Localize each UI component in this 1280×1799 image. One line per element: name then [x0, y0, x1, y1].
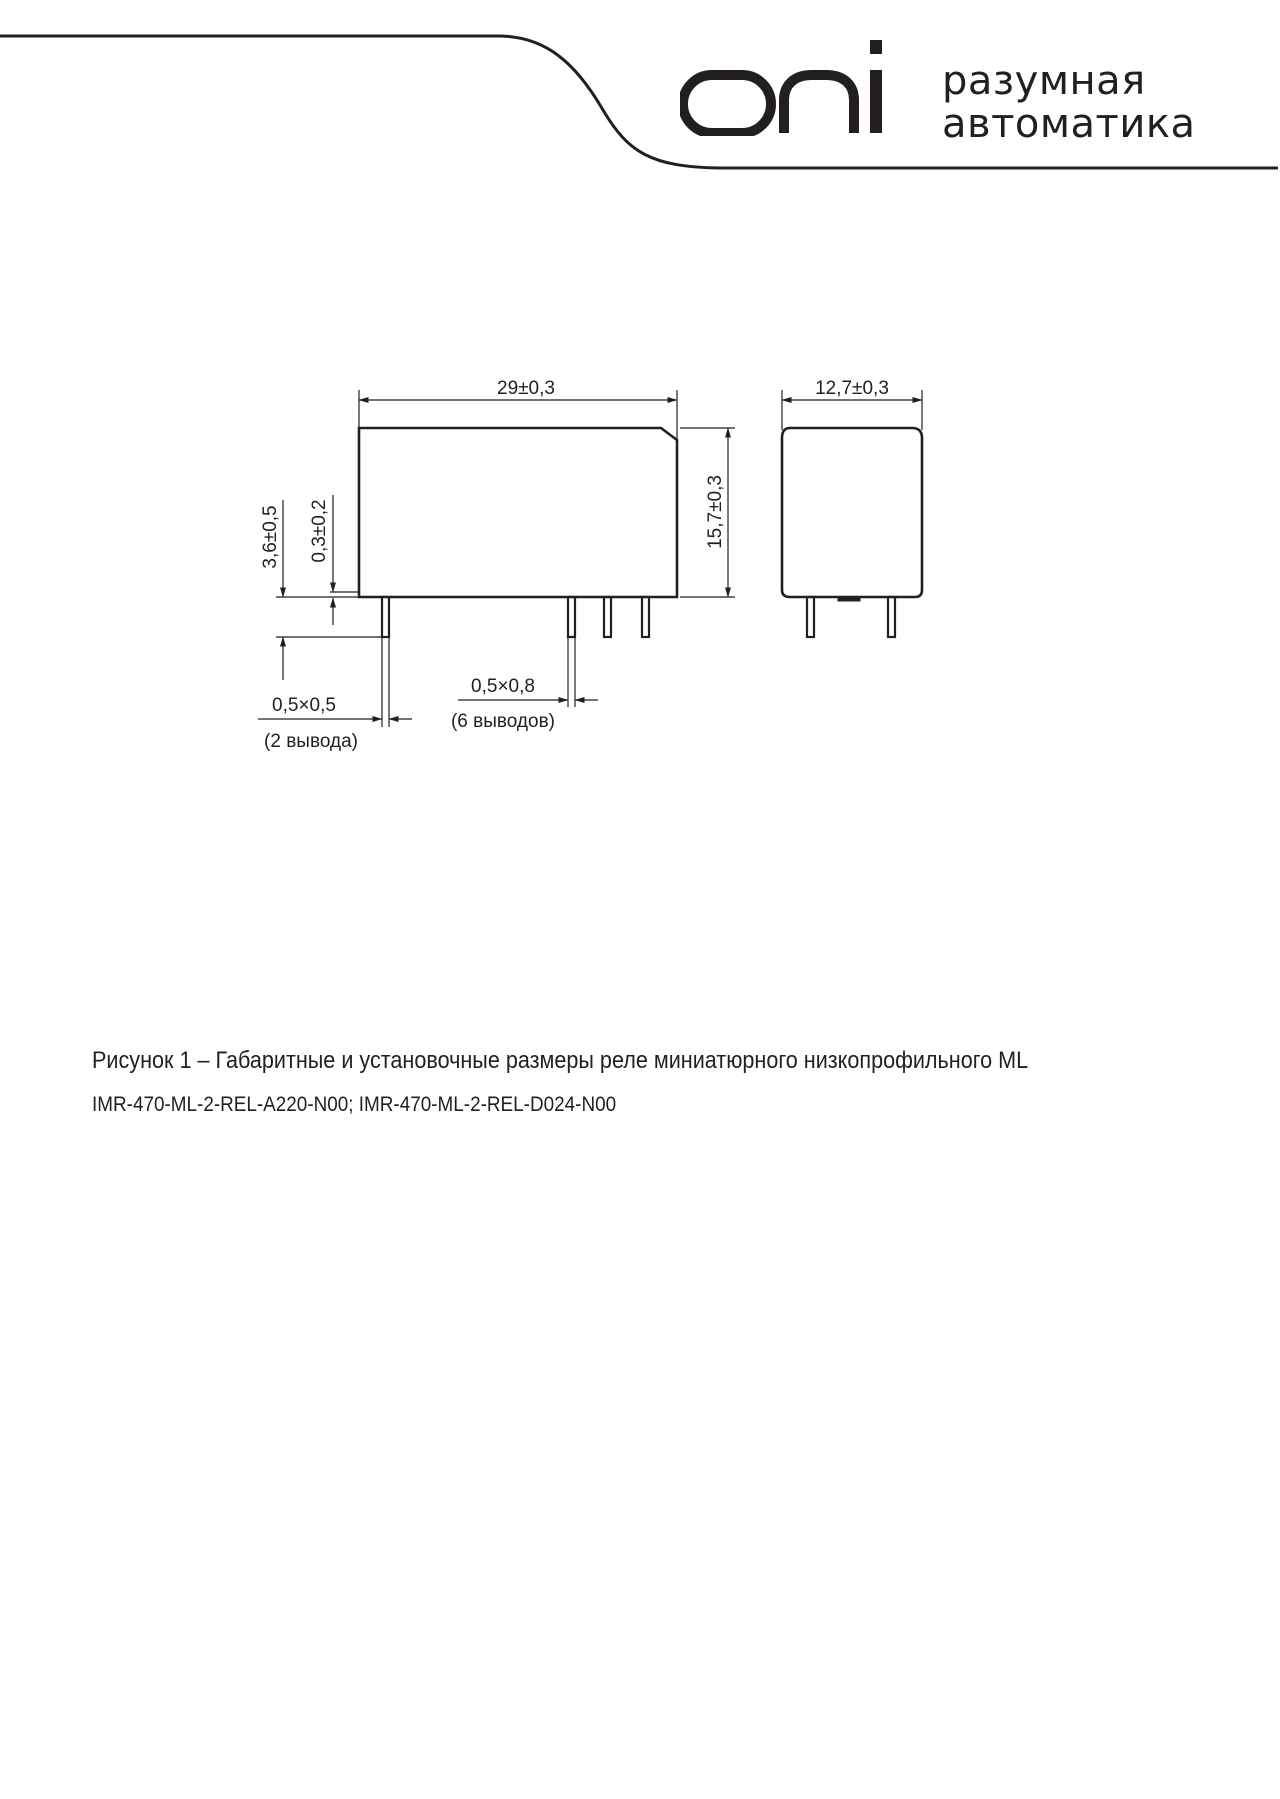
dim-standoff-label: 0,3±0,2 — [309, 499, 330, 563]
logo-tagline-line1: разумная — [942, 58, 1146, 104]
side-notch — [838, 597, 860, 601]
dim-pin-a-label: 0,5×0,5 — [272, 695, 336, 716]
relay-dimension-drawing — [0, 350, 1280, 770]
pin — [888, 597, 895, 637]
oni-logo — [680, 40, 890, 136]
dim-width-label: 12,7±0,3 — [815, 378, 889, 399]
pin — [568, 597, 575, 637]
relay-front-body — [359, 428, 677, 597]
pin — [807, 597, 814, 637]
figure-caption-models: IMR-470-ML-2-REL-A220-N00; IMR-470-ML-2-REL-D024-N00 — [92, 1093, 617, 1116]
pin — [642, 597, 649, 637]
dim-pin-a-note: (2 вывода) — [264, 731, 358, 752]
dim-height-label: 15,7±0,3 — [705, 475, 726, 549]
dim-pin-b-label: 0,5×0,8 — [471, 676, 535, 697]
dim-pin-b-note: (6 выводов) — [450, 711, 556, 732]
dim-pin-length-label: 3,6±0,5 — [260, 505, 281, 569]
pin — [382, 597, 389, 637]
logo-tagline-line2: автоматика — [942, 101, 1196, 147]
pin — [604, 597, 611, 637]
dim-length-label: 29±0,3 — [497, 378, 555, 399]
figure-caption: Рисунок 1 – Габаритные и установочные размеры реле миниатюрного низкопрофильного ML — [92, 1047, 1029, 1074]
relay-side-body — [782, 428, 922, 597]
